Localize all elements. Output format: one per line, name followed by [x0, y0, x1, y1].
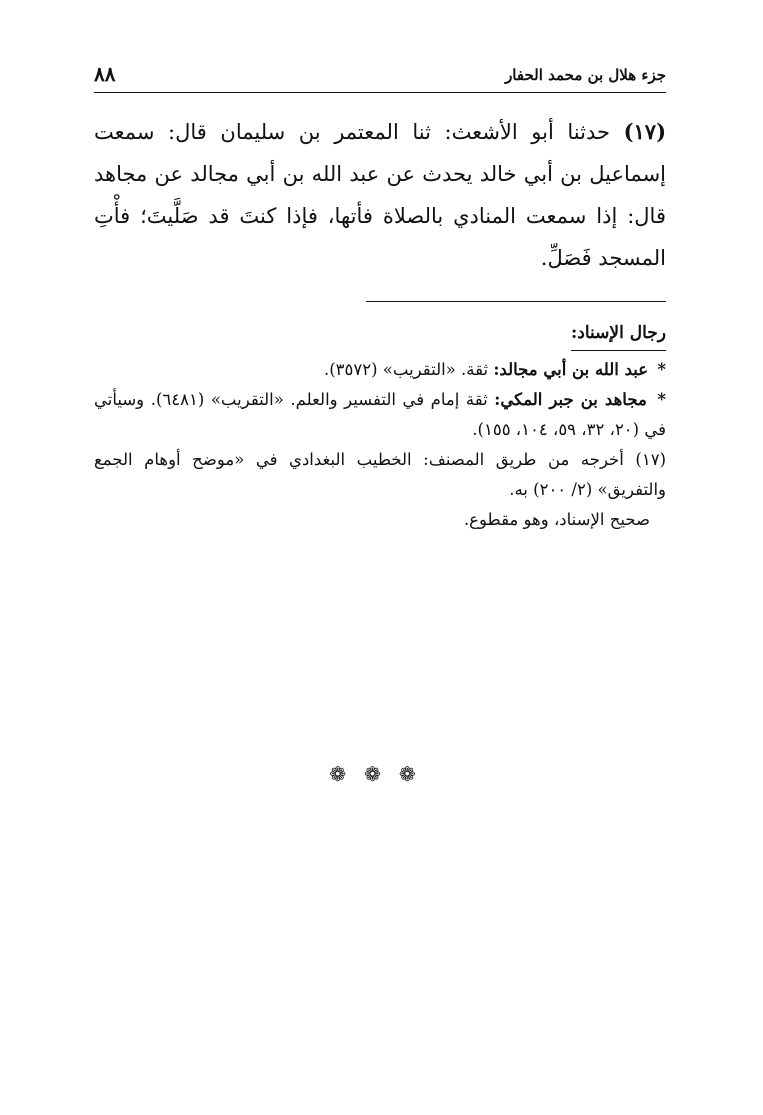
page-number: ٨٨ [94, 62, 116, 86]
hadith-text [94, 111, 666, 279]
footnote-separator [366, 301, 666, 302]
header-title: جزء هلال بن محمد الحفار [505, 66, 666, 84]
hadith-number: (١٧) [623, 119, 666, 144]
narrator-grade: ثقة. «التقريب» (٣٥٧٢). [323, 360, 489, 379]
section-end-ornament: ❁❁❁ [329, 762, 434, 786]
narrator-note-2 [94, 385, 666, 445]
narrator-grade: ثقة إمام في التفسير والعلم. «التقريب» (٦٤٨١). وسيأتي في (٢٠، ٣٢، ٥٩، ١٠٤، ١٥٥). [94, 390, 666, 439]
ruling-note: صحيح الإسناد، وهو مقطوع. [463, 510, 650, 529]
running-header [94, 60, 666, 93]
bullet-mark: * [657, 390, 667, 409]
page [94, 60, 666, 535]
bullet-mark: * [657, 360, 666, 379]
narrator-note-1 [94, 355, 666, 385]
takhrij-note: (١٧) أخرجه من طريق المصنف: الخطيب البغدادي في «موضح أوهام الجمع والتفريق» (٢/ ٢٠٠) به. [94, 450, 666, 499]
footnotes [94, 318, 666, 535]
narrator-name: عبد الله بن أبي مجالد: [493, 360, 649, 379]
notes-heading: رجال الإسناد: [571, 318, 666, 351]
hadith-body: حدثنا أبو الأشعث: ثنا المعتمر بن سليمان قال: سمعت إسماعيل بن أبي خالد يحدث عن عبد الله بن أبي مجالد عن مجاهد قال: إذا سمعت المنادي بالصلاة فأتها، فإذا كنتَ قد صَلَّيتَ؛ فأْتِ المسجد فَصَلِّ. [94, 120, 666, 270]
narrator-name: مجاهد بن جبر المكي: [494, 390, 647, 409]
